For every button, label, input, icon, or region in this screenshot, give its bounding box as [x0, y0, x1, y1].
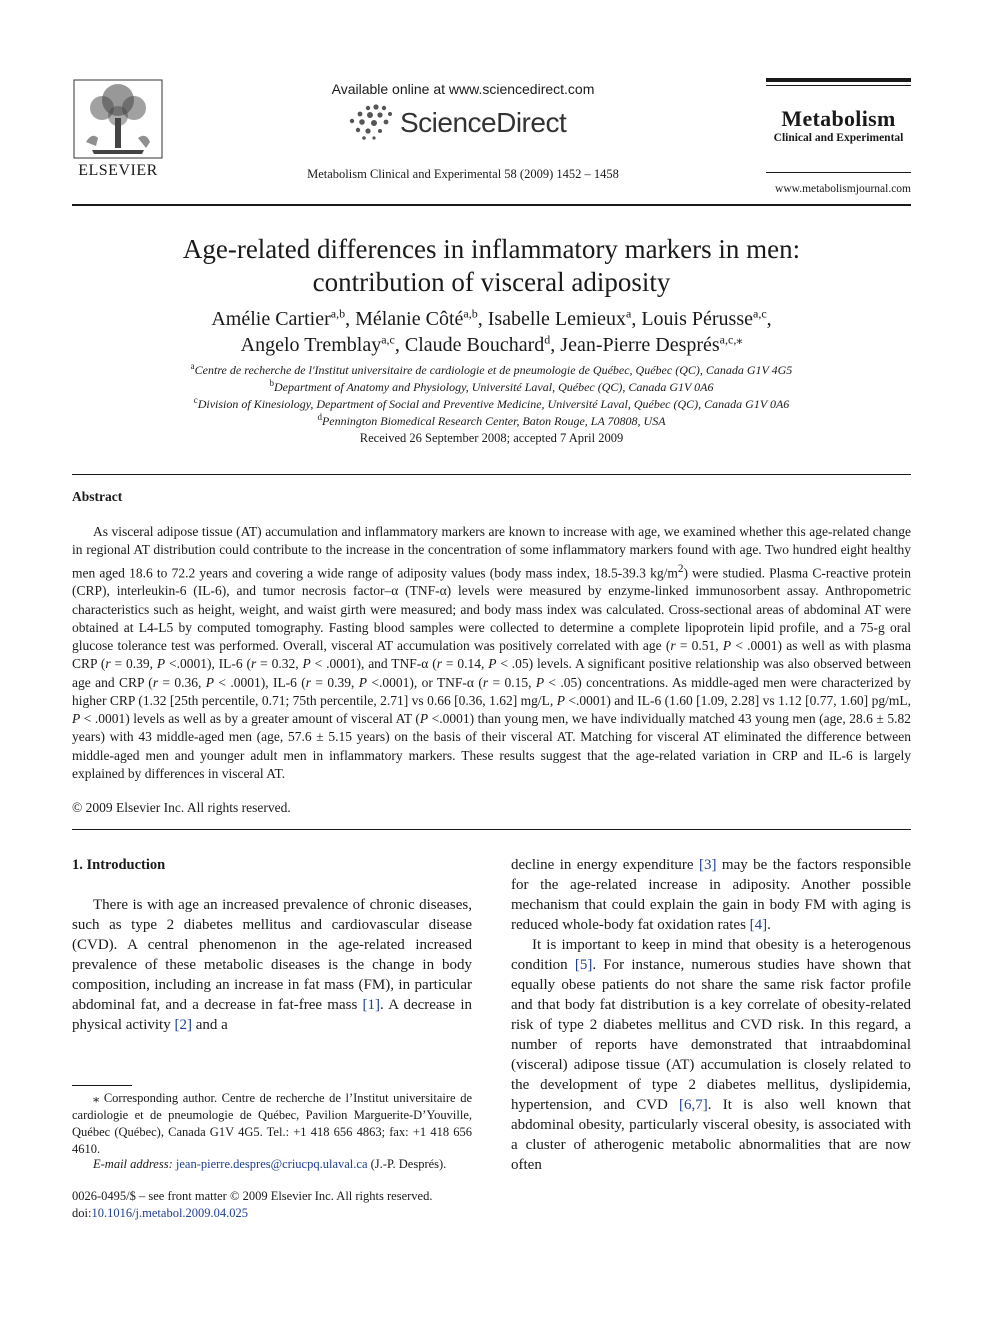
journal-subtitle: Clinical and Experimental — [773, 132, 904, 144]
corresponding-author-footnote: ⁎ Corresponding author. Centre de recherche de l’Institut universitaire de cardiologie et de pneumologie de Québec, Pavilion Marguerite-D’Youville, Québec (Québec), Canada G1V 4G5. Tel.: +1 418 656 4863; fax: +1 418 656 4610. — [72, 1091, 472, 1156]
author-name: Amélie Cartier — [211, 308, 331, 330]
abstract-heading: Abstract — [72, 489, 123, 504]
author-separator: , — [394, 334, 405, 356]
citation-link[interactable]: [6,7] — [679, 1097, 708, 1113]
journal-logo-bottom-rule — [766, 172, 911, 173]
footnote-rule — [72, 1085, 132, 1086]
header-divider — [72, 204, 911, 206]
author-line-1 — [100, 306, 883, 332]
author-separator: , — [766, 308, 772, 330]
intro-paragraph-1-continued: decline in energy expenditure [3] may be the factors responsible for the age-related increase in adiposity. Another possible mechanism that could explain the gain in body FM with aging is reduced whole-body fat oxidation rates [4]. — [511, 857, 911, 933]
author-affil-sup: a — [626, 306, 632, 321]
doi-line — [72, 1205, 492, 1222]
author-affil-sup: a,b — [463, 306, 478, 321]
citation-link[interactable]: [4] — [749, 917, 768, 933]
email-footnote — [93, 1157, 473, 1172]
abstract-copyright: © 2009 Elsevier Inc. All rights reserved. — [72, 800, 291, 815]
doi-link[interactable]: 10.1016/j.metabol.2009.04.025 — [91, 1206, 249, 1220]
elsevier-tree-icon — [72, 78, 164, 160]
author-separator: , — [550, 334, 561, 356]
affiliation-a: $^a$Centre de recherche de l'Institut universitaire de cardiologie et de pneumologie de Québec, Québec (QC), Canada G1V 4G5 — [190, 361, 793, 377]
author-list — [100, 306, 883, 358]
journal-url[interactable]: www.metabolismjournal.com — [775, 183, 911, 195]
abstract-bottom-rule — [72, 829, 911, 830]
author-separator: , — [631, 308, 642, 330]
author-separator: , — [477, 308, 488, 330]
sciencedirect-wordmark: ScienceDirect — [400, 107, 567, 138]
abstract-body: As visceral adipose tissue (AT) accumulation and inflammatory markers are known to increase with age, we examined whether this age-related change in regional AT distribution could contribute to the increase in the concentration of some inflammatory markers found with age. Two hundred eight healthy men aged 18.6 to 72.2 years and covering a wide range of adiposity values (body mass index, 18.5-39.3 $kg/m^2$) were studied. Plasma C-reactive protein (CRP), interleukin-6 (IL-6), and tumor necrosis factor–α (TNF-α) levels were measured by enzyme-linked immunosorbent assay. Anthropometric characteristics such as height, weight, and waist girth were measured; and body mass index was calculated. Cross-sectional areas of abdominal AT were obtained at L4-L5 by computed tomography. Fasting blood samples were collected to determine a complete lipoprotein lipid profile, and a 75-g oral glucose tolerance test was performed. Overall, visceral AT accumulation was positively correlated with age (r = 0.51, P < .0001) as well as with plasma CRP (r = 0.39, P <.0001), IL-6 (r = 0.32, P < .0001), and TNF-α (r = 0.14, P < .05) levels. A significant positive relationship was also observed between age and CRP (r = 0.36, P < .0001), IL-6 (r = 0.39, P <.0001), or TNF-α (r = 0.15, P < .05) concentrations. As middle-aged men were characterized by higher CRP (1.32 [25th percentile, 0.71; 75th percentile, 2.71] vs 0.66 [0.36, 1.62] mg/L, P <.0001) and IL-6 (1.60 [1.09, 2.28] vs 1.12 [0.77, 1.60] pg/mL, P < .0001) levels as well as by a greater amount of visceral AT (P <.0001) than young men, we have individually matched 43 young men (age, 28.6 ± 5.82 years) with 43 middle-aged men (age, 57.6 ± 5.15 years) on the basis of their visceral AT. Matching for visceral AT eliminated the difference between middle-aged men and younger adult men in inflammatory markers. These results suggest that the age-related variation in CRP and IL-6 is largely explained by differences in visceral AT. — [72, 524, 911, 781]
article-title-line1: Age-related differences in inflammatory markers in men: — [182, 234, 801, 264]
email-label: E-mail address: — [93, 1157, 173, 1171]
corresponding-author-mark[interactable]: ⁎ — [736, 332, 743, 347]
intro-paragraph-2: It is important to keep in mind that obesity is a heterogenous condition [5]. For instance, numerous studies have shown that equally obese patients do not share the same risk factor profile and that body fat distribution is a key correlate of obesity-related risk of type 2 diabetes mellitus and CVD risk. In this regard, a number of reports have demonstrated that intraabdominal (visceral) adipose tissue (AT) accumulation is closely related to the development of type 2 diabetes mellitus, dyslipidemia, hypertension, and CVD [6,7]. It is also well known that abdominal obesity, particularly visceral obesity, is associated with a cluster of atherogenic metabolic abnormalities that are now often — [511, 937, 911, 1173]
author-name: Mélanie Côté — [355, 308, 464, 330]
author-affil-sup: a,c,⁎ — [719, 332, 743, 347]
author-name: Isabelle Lemieux — [487, 308, 626, 330]
journal-logo — [766, 78, 911, 144]
journal-name: Metabolism — [781, 106, 896, 131]
journal-logo-rule — [766, 78, 911, 82]
sciencedirect-dots-icon — [346, 103, 402, 141]
affiliation-c: $^c$Division of Kinesiology, Department of Social and Preventive Medicine, Université Laval, Québec (QC), Canada G1V 0A6 — [193, 395, 790, 411]
abstract-top-rule — [72, 474, 911, 475]
author-name: Louis Pérusse — [641, 308, 753, 330]
author-name: Angelo Tremblay — [240, 334, 382, 356]
author-name: Jean-Pierre Després — [560, 334, 720, 356]
article-title — [100, 233, 883, 299]
section-heading-introduction: 1. Introduction — [72, 857, 166, 873]
citation-link[interactable]: [1] — [362, 997, 381, 1013]
author-affil-sup: a,c — [753, 306, 767, 321]
author-line-2 — [100, 332, 883, 358]
email-link[interactable]: jean-pierre.despres@criucpq.ulaval.ca — [175, 1157, 368, 1171]
article-title-line2: contribution of visceral adiposity — [312, 267, 671, 297]
intro-paragraph-1: There is with age an increased prevalence of chronic diseases, such as type 2 diabetes mellitus and cardiovascular disease (CVD). A central phenomenon in the age-related increased prevalence of these metabolic diseases is the change in body composition, including an increase in fat mass (FM), in particular abdominal fat, and a decrease in fat-free mass [1]. A decrease in physical activity [2] and a — [72, 897, 472, 1033]
author-name: Claude Bouchard — [404, 334, 545, 356]
affiliation-b: $^b$Department of Anatomy and Physiology, Université Laval, Québec (QC), Canada G1V 0A6 — [269, 378, 714, 394]
citation-link[interactable]: [5] — [574, 957, 593, 973]
email-suffix: (J.-P. Després). — [367, 1157, 447, 1171]
sciencedirect-logo — [346, 103, 582, 141]
author-affil-sup: a,b — [330, 306, 346, 321]
author-separator: , — [345, 308, 356, 330]
journal-citation: Metabolism Clinical and Experimental 58 (2009) 1452 – 1458 — [307, 167, 619, 181]
journal-logo-rule-thin — [766, 85, 911, 86]
affiliation-d: $^d$Pennington Biomedical Research Center, Baton Rouge, LA 70808, USA — [317, 412, 666, 428]
doi-label: doi: — [72, 1206, 92, 1220]
citation-link[interactable]: [2] — [174, 1017, 192, 1033]
front-matter-info — [72, 1188, 492, 1222]
author-affil-sup: a,c — [381, 332, 395, 347]
received-dates: Received 26 September 2008; accepted 7 April 2009 — [359, 431, 624, 445]
issn-line: 0026-0495/$ – see front matter © 2009 Elsevier Inc. All rights reserved. — [72, 1189, 433, 1203]
elsevier-wordmark: ELSEVIER — [78, 162, 158, 179]
elsevier-logo — [72, 78, 164, 182]
citation-link[interactable]: [3] — [698, 857, 717, 873]
available-online-text: Available online at www.sciencedirect.com — [331, 81, 595, 97]
author-affil-sup: d — [544, 332, 551, 347]
